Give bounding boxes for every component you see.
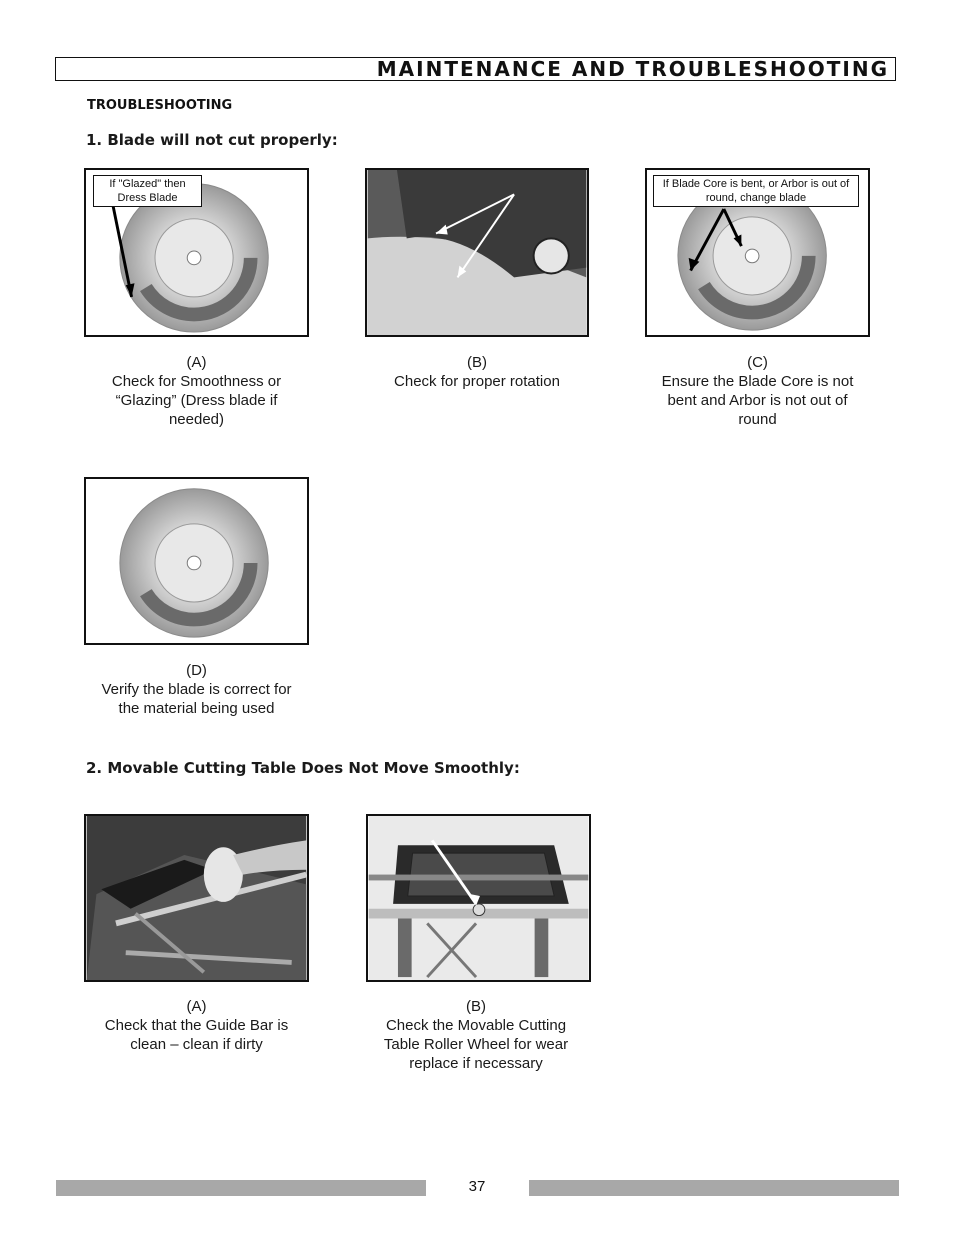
caption-letter: (A) <box>186 998 207 1015</box>
rotation-photo-b <box>365 168 589 337</box>
caption-1a <box>84 353 309 429</box>
caption-letter: (C) <box>747 354 768 371</box>
caption-letter: (B) <box>467 354 487 371</box>
caption-1c <box>645 353 870 429</box>
page-header <box>55 57 896 81</box>
blade-image <box>86 479 307 643</box>
roller-wheel-image <box>368 816 589 980</box>
caption-2a <box>84 997 309 1054</box>
core-callout: If Blade Core is bent, or Arbor is out of round, change blade <box>653 175 859 207</box>
page-title: MAINTENANCE AND TROUBLESHOOTING <box>376 57 889 81</box>
glazed-callout: If "Glazed" then Dress Blade <box>93 175 202 207</box>
caption-1d <box>84 661 309 718</box>
caption-1b <box>365 353 589 391</box>
section1-heading: 1. Blade will not cut properly: <box>86 131 338 149</box>
caption-text: Check for Smoothness or “Glazing” (Dress blade if needed) <box>111 373 282 428</box>
caption-text: Check for proper rotation <box>394 373 560 390</box>
guide-bar-photo <box>84 814 309 982</box>
blade-photo-d <box>84 477 309 645</box>
page-number: 37 <box>468 1178 486 1195</box>
caption-text: Verify the blade is correct for the material being used <box>101 681 292 717</box>
caption-text: Check that the Guide Bar is clean – clean if dirty <box>104 1017 289 1053</box>
saw-guard-image <box>367 170 587 335</box>
section2-heading: 2. Movable Cutting Table Does Not Move Smoothly: <box>86 759 520 777</box>
caption-text: Check the Movable Cutting Table Roller Wheel for wear replace if necessary <box>383 1017 569 1072</box>
section-label: TROUBLESHOOTING <box>87 98 233 113</box>
caption-letter: (B) <box>466 998 486 1015</box>
caption-2b <box>366 997 586 1073</box>
footer-bar-right <box>529 1180 899 1196</box>
caption-letter: (D) <box>186 662 207 679</box>
guide-bar-image <box>86 816 307 980</box>
footer-bar-left <box>56 1180 426 1196</box>
caption-letter: (A) <box>186 354 207 371</box>
caption-text: Ensure the Blade Core is not bent and Arbor is not out of round <box>661 373 854 428</box>
roller-wheel-photo <box>366 814 591 982</box>
